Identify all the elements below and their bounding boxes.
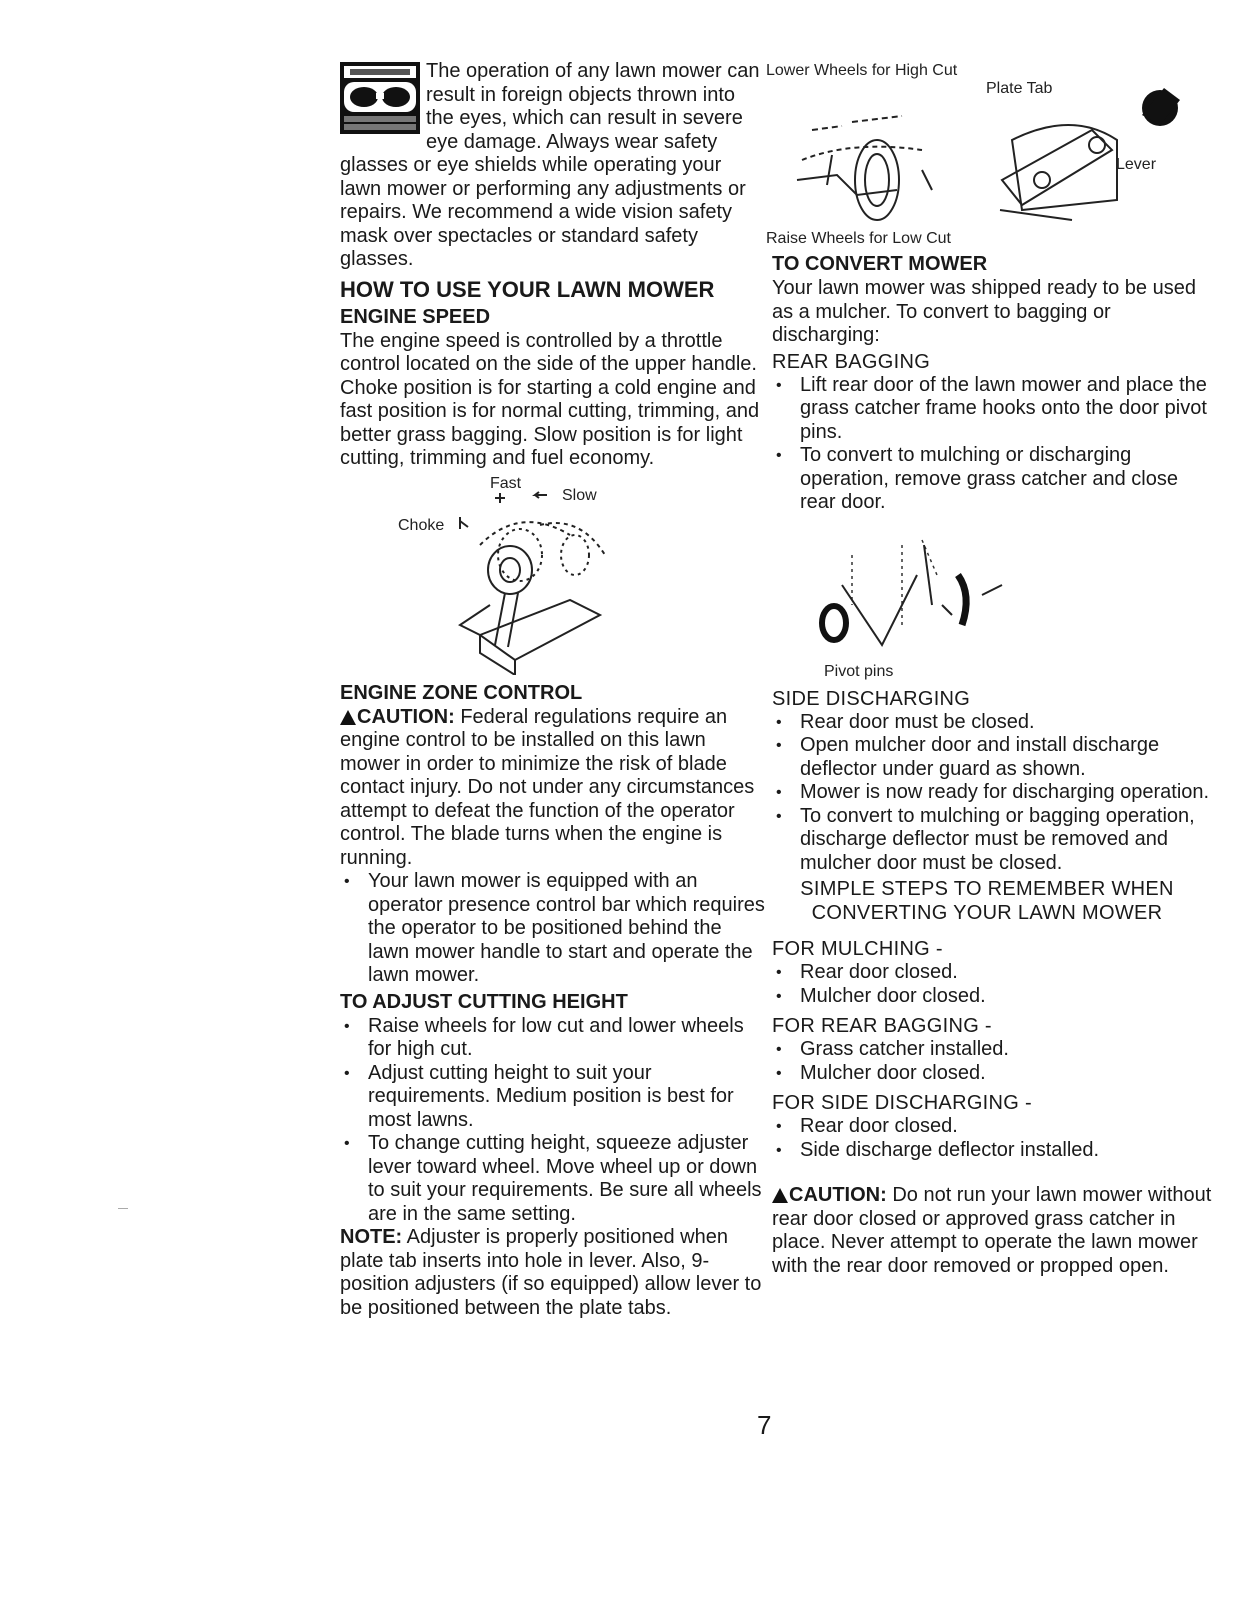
list-item: • Grass catcher installed. bbox=[772, 1038, 1212, 1062]
side-discharging-step-heading: FOR SIDE DISCHARGING - bbox=[772, 1092, 1032, 1114]
pivot-pins-drawing bbox=[772, 515, 1072, 665]
mulching-heading: FOR MULCHING - bbox=[772, 938, 943, 960]
list-item: • Adjust cutting height to suit your requirements. Medium position is best for most lawns. bbox=[340, 1062, 765, 1133]
wheel-height-figure bbox=[766, 60, 1212, 250]
lever-label: Lever bbox=[1116, 156, 1157, 173]
list-item: • Rear door must be closed. bbox=[772, 711, 1212, 735]
rear-bagging-heading: REAR BAGGING bbox=[772, 350, 931, 373]
mulching-list bbox=[772, 961, 1212, 1008]
pivot-pins-figure bbox=[772, 515, 1212, 685]
list-item: • Raise wheels for low cut and lower wheels for high cut. bbox=[340, 1015, 765, 1062]
choke-label: Choke bbox=[398, 516, 445, 534]
list-item: • Rear door closed. bbox=[772, 961, 1212, 985]
list-item: • Rear door closed. bbox=[772, 1115, 1212, 1139]
scan-mark bbox=[118, 1208, 128, 1209]
final-caution bbox=[772, 1184, 1212, 1278]
list-item: • Mulcher door closed. bbox=[772, 1062, 1212, 1086]
list-item: • Your lawn mower is equipped with an operator presence control bar which requires the operator to be positioned behind the lawn mower handle to start and operate the lawn mower. bbox=[340, 870, 765, 988]
caution-label: CAUTION: bbox=[357, 705, 455, 728]
section-title: HOW TO USE YOUR LAWN MOWER bbox=[340, 276, 715, 302]
warning-triangle-icon bbox=[340, 710, 356, 725]
cutting-height-heading: TO ADJUST CUTTING HEIGHT bbox=[340, 990, 628, 1013]
engine-zone-heading: ENGINE ZONE CONTROL bbox=[340, 681, 583, 704]
list-item: • Open mulcher door and install discharge deflector under guard as shown. bbox=[772, 734, 1212, 781]
side-discharging-heading: SIDE DISCHARGING bbox=[772, 687, 971, 710]
list-item: • To convert to mulching or discharging operation, remove grass catcher and close rear door. bbox=[772, 444, 1212, 515]
list-item: • To convert to mulching or bagging operation, discharge deflector must be removed and mulcher door must be closed. bbox=[772, 805, 1212, 876]
right-column bbox=[766, 60, 1212, 1278]
lower-wheels-label: Lower Wheels for High Cut bbox=[766, 62, 958, 79]
caution-text: Federal regulations require an engine control to be installed on this lawn mower in order to minimize the risk of blade contact injury. Do not under any circumstances attempt to defeat the function of the operator control. The blade turns when the engine is running. bbox=[340, 705, 755, 869]
caution-label: CAUTION: bbox=[789, 1184, 887, 1206]
list-item: • To change cutting height, squeeze adjuster lever toward wheel. Move wheel up or down to suit your requirements. Be sure all wheels are in the same setting. bbox=[340, 1132, 765, 1226]
note-text: Adjuster is properly positioned when plate tab inserts into hole in lever. Also, 9-position adjusters (if so equipped) allow lever to be positioned between the plate tabs. bbox=[340, 1226, 762, 1319]
engine-speed-heading: ENGINE SPEED bbox=[340, 305, 491, 328]
list-item: • Mower is now ready for discharging operation. bbox=[772, 781, 1212, 805]
cutting-height-list bbox=[340, 1015, 765, 1227]
plate-tab-label: Plate Tab bbox=[986, 80, 1053, 97]
slow-label: Slow bbox=[562, 486, 597, 504]
safety-intro-text: The operation of any lawn mower can result in foreign objects thrown into the eyes, which can result in severe eye damage. Always wear safety glasses or eye shields while operating your lawn mower or performing any adjustments or repairs. We recommend a wide vision safety mask over spectacles or standard safety glasses. bbox=[340, 60, 760, 270]
rear-bagging-step-heading: FOR REAR BAGGING - bbox=[772, 1015, 992, 1037]
warning-triangle-icon bbox=[772, 1188, 788, 1203]
pivot-pins-label: Pivot pins bbox=[824, 662, 894, 680]
wheel-adjuster-drawing bbox=[772, 60, 1212, 230]
side-discharging-list bbox=[772, 711, 1212, 876]
list-item: • Mulcher door closed. bbox=[772, 985, 1212, 1009]
list-item: • Side discharge deflector installed. bbox=[772, 1139, 1212, 1163]
caution-text: Do not run your lawn mower without rear door closed or approved grass catcher in place. Never attempt to operate the lawn mower with the rear door removed or propped open. bbox=[772, 1184, 1212, 1277]
engine-zone-list bbox=[340, 870, 765, 988]
side-discharging-step-list bbox=[772, 1115, 1212, 1162]
throttle-figure bbox=[340, 475, 765, 675]
rear-bagging-list bbox=[772, 374, 1212, 515]
raise-wheels-label: Raise Wheels for Low Cut bbox=[766, 230, 951, 247]
note-paragraph bbox=[340, 1226, 765, 1320]
throttle-lever-drawing bbox=[340, 475, 640, 675]
engine-speed-text: The engine speed is controlled by a throttle control located on the side of the upper handle. Choke position is for starting a cold engine and fast position is for normal cutting, trimming, and better grass bagging. Slow position is for light cutting, trimming and fuel economy. bbox=[340, 329, 760, 469]
convert-heading: TO CONVERT MOWER bbox=[772, 253, 988, 275]
fast-label: Fast bbox=[490, 474, 522, 492]
rear-bagging-step-list bbox=[772, 1038, 1212, 1085]
left-column bbox=[340, 60, 765, 1320]
page-number: 7 bbox=[757, 1410, 772, 1440]
safety-glasses-icon bbox=[340, 62, 420, 134]
convert-text: Your lawn mower was shipped ready to be used as a mulcher. To convert to bagging or discharging: bbox=[772, 277, 1196, 346]
note-label: NOTE: bbox=[340, 1226, 403, 1248]
list-item: • Lift rear door of the lawn mower and place the grass catcher frame hooks onto the door pivot pins. bbox=[772, 374, 1212, 445]
engine-zone-caution bbox=[340, 706, 765, 871]
simple-steps-title: SIMPLE STEPS TO REMEMBER WHEN CONVERTING YOUR LAWN MOWER bbox=[800, 878, 1174, 924]
